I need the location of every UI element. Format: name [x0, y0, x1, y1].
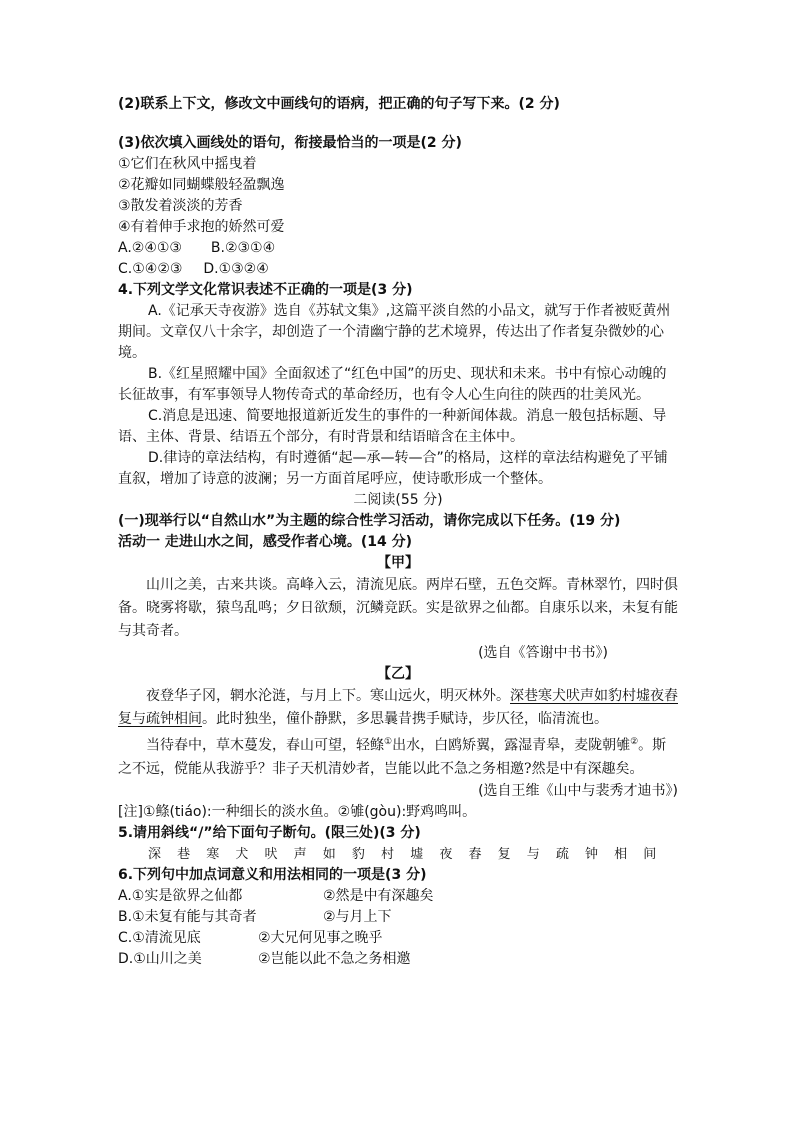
- question-3-stem: (3)依次填入画线处的语句，衔接最恰当的一项是(2 分): [118, 135, 462, 151]
- passage-jia-label: 【甲】: [377, 555, 419, 571]
- passage-yi-paragraph-1: 夜登华子冈，辋水沦涟，与月上下。寒山远火，明灭林外。深巷寒犬吠声如豹村墟夜舂复与疏钟相间。此时独坐，僮仆静默，多思曩昔携手赋诗，步仄径，临清流也。: [118, 688, 678, 727]
- passage-yi-label: 【乙】: [377, 666, 419, 682]
- footnote-marker-2: ②: [630, 737, 639, 747]
- q3-option-a: A.②④①③: [118, 240, 182, 256]
- question-4-stem: 4.下列文学文化常识表述不正确的一项是(3 分): [118, 282, 413, 298]
- question-2: (2)联系上下文，修改文中画线句的语病，把正确的句子写下来。(2 分): [118, 96, 560, 112]
- q4-option-d: D.律诗的章法结构，有时遵循“起—承—转—合”的格局，这样的章法结构避免了平铺直叙，增加了诗意的波澜；另一方面首尾呼应，使诗歌形成一个整体。: [118, 450, 668, 487]
- question-5-stem: 5.请用斜线“/”给下面句子断句。(限三处)(3 分): [118, 824, 421, 841]
- q6-option-c: C.①清流见底 ②大兄何见事之晚乎: [118, 929, 383, 946]
- q6-option-a: A.①实是欲界之仙都 ②然是中有深趣矣: [118, 887, 434, 904]
- q4-option-c: C.消息是迅速、简要地报道新近发生的事件的一种新闻体裁。消息一般包括标题、导语、主体、背景、结语五个部分，有时背景和结语暗含在主体中。: [118, 408, 667, 445]
- underlined-sentence: 深巷寒犬吠声如豹村墟夜舂复与疏钟相间: [118, 688, 678, 727]
- section-2-title: 二阅读(55 分): [353, 492, 443, 508]
- q3-options-row-1: [118, 238, 678, 259]
- question-6-stem: 6.下列句中加点词意义和用法相同的一项是(3 分): [118, 866, 427, 883]
- q3-item-3: ③散发着淡淡的芳香: [118, 198, 243, 214]
- q4-option-b: B.《红星照耀中国》全面叙述了“红色中国”的历史、现状和未来。书中有惊心动魄的长征故事，有军事领导人物传奇式的革命经历，也有令人心生向往的陕西的壮美风光。: [118, 366, 667, 403]
- passage-yi-paragraph-2: 当待春中，草木蔓发，春山可望，轻鲦①出水，白鸥矫翼，露湿青皋，麦陇朝雊②。斯之不远，傥能从我游乎？非子天机清妙者，岂能以此不急之务相邀?然是中有深趣矣。: [118, 737, 667, 777]
- q4-option-a: A.《记承天寺夜游》选自《苏轼文集》,这篇平淡自然的小品文，就写于作者被贬黄州期间。文章仅八十余字，却创造了一个清幽宁静的艺术境界，传达出了作者复杂微妙的心境。: [118, 303, 671, 361]
- q3-item-4: ④有着伸手求抱的娇然可爱: [118, 219, 285, 235]
- passage-jia-text: 山川之美，古来共谈。高峰入云，清流见底。两岸石壁，五色交辉。青林翠竹，四时俱备。晓雾将歇，猿鸟乱鸣；夕日欲颓，沉鳞竞跃。实是欲界之仙都。自康乐以来，未复有能与其奇者。: [118, 577, 678, 639]
- activity-1-heading: 活动一 走进山水之间，感受作者心境。(14 分): [118, 534, 413, 550]
- q3-option-b: B.②③①④: [210, 240, 276, 256]
- footnote-marker-1: ①: [384, 737, 393, 747]
- q3-option-d: D.①③②④: [203, 261, 269, 277]
- footnote: [注]①鲦(tiáo):一种细长的淡水鱼。②雊(gòu):野鸡鸣叫。: [118, 803, 477, 820]
- q3-item-2: ②花瓣如同蝴蝶般轻盈飘逸: [118, 177, 285, 193]
- passage-yi-source: (选自王维《山中与裴秀才迪书》): [478, 782, 678, 799]
- q6-option-d: D.①山川之美 ②岂能以此不急之务相邀: [118, 950, 411, 967]
- part-1-heading: (一)现举行以“自然山水”为主题的综合性学习活动，请你完成以下任务。(19 分): [118, 513, 621, 529]
- passage-jia-source: (选自《答谢中书书》): [478, 645, 608, 661]
- q3-option-c: C.①④②③: [118, 261, 183, 277]
- q3-options-row-2: [118, 259, 678, 280]
- exam-content: [118, 94, 678, 970]
- q6-option-b: B.①未复有能与其奇者 ②与月上下: [118, 908, 392, 925]
- q5-sentence: 深 巷 寒 犬 吠 声 如 豹 村 墟 夜 舂 复 与 疏 钟 相 间: [148, 846, 663, 862]
- q3-item-1: ①它们在秋风中摇曳着: [118, 156, 257, 172]
